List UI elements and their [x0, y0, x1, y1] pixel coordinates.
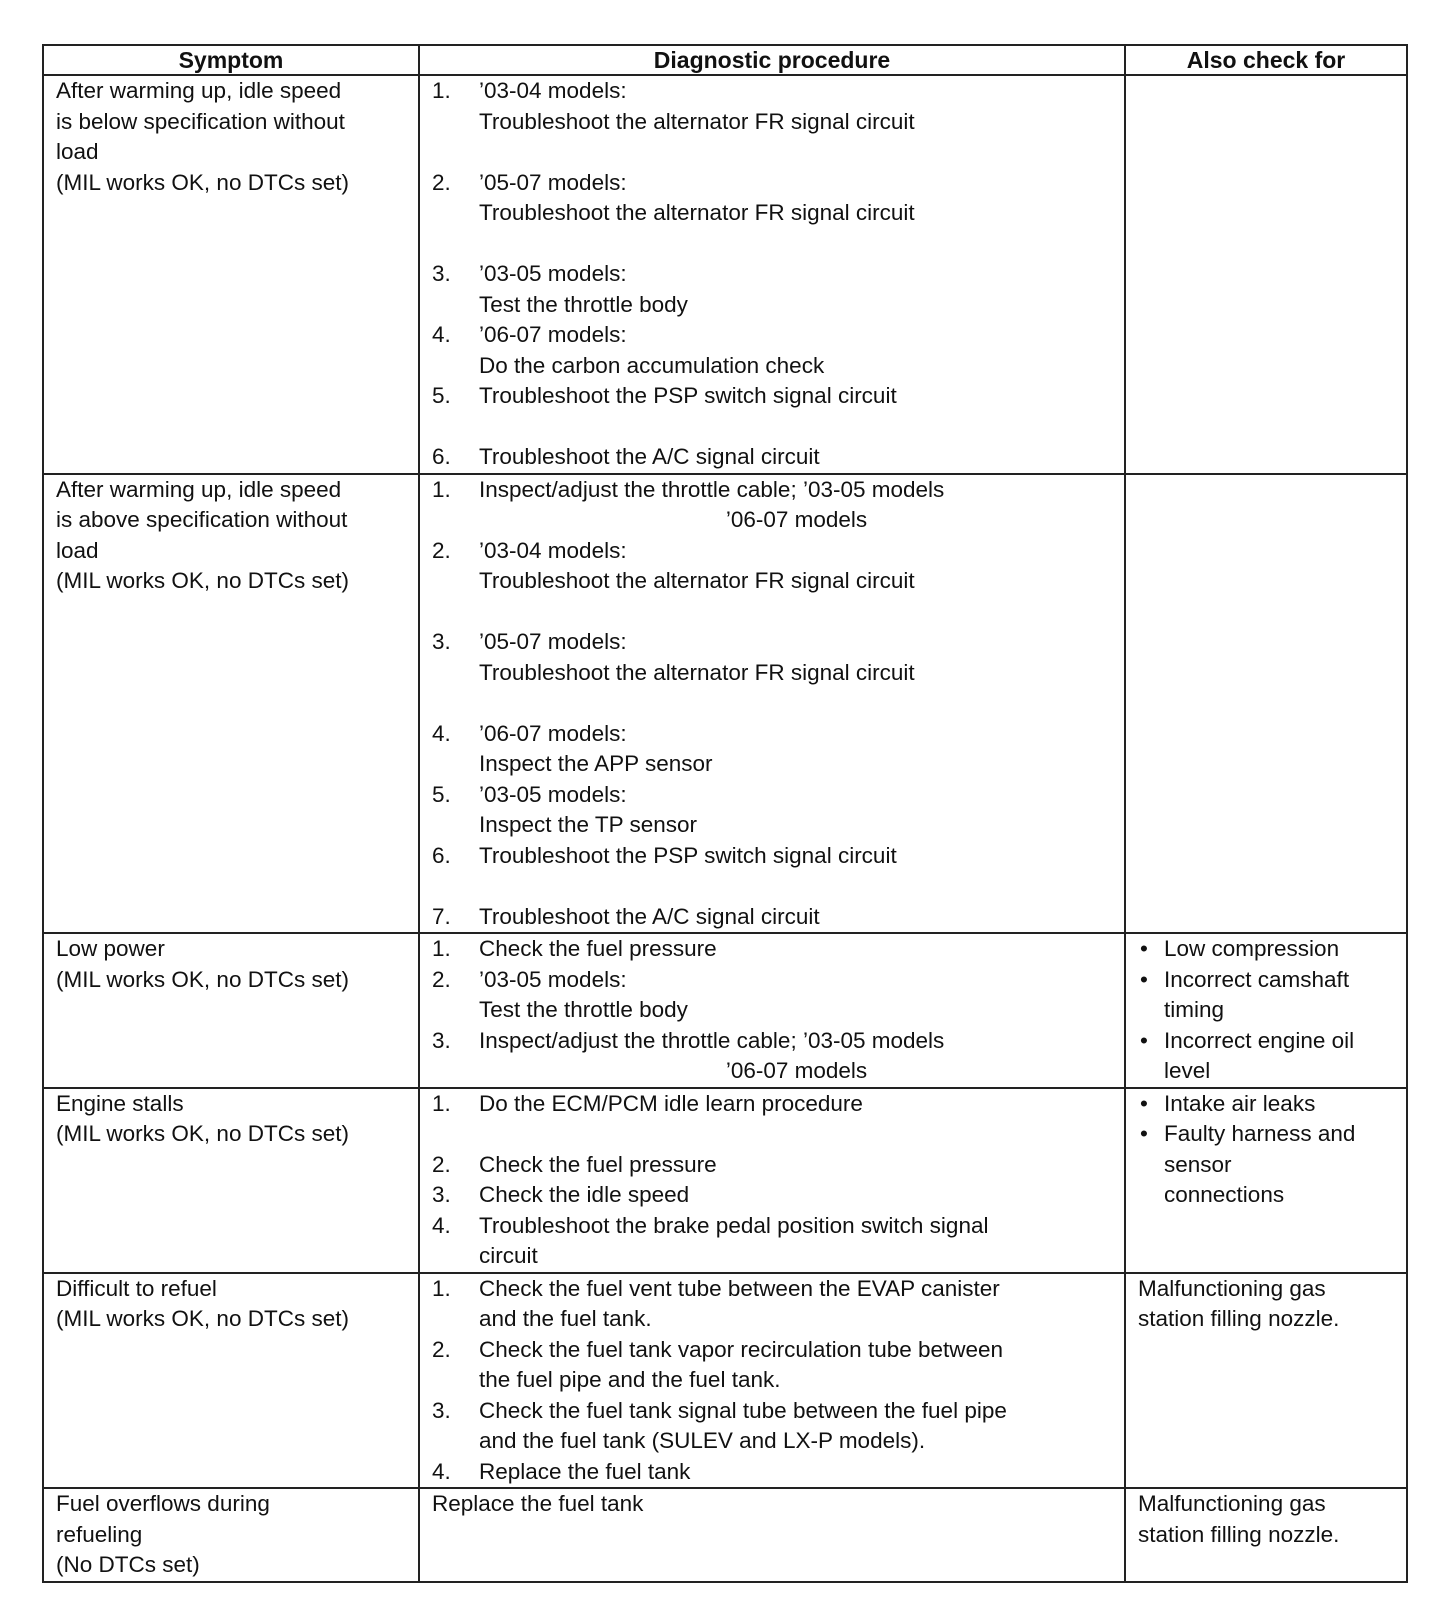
step-line: the fuel pipe and the fuel tank. — [479, 1367, 781, 1392]
step-number: 2. — [432, 1151, 451, 1177]
step-line: Replace the fuel tank — [479, 1458, 691, 1484]
procedure-step — [432, 1150, 1114, 1181]
bullet-icon: • — [1140, 936, 1148, 961]
step-body — [479, 320, 1114, 381]
step-number: 2. — [432, 537, 451, 563]
symptom-line: (No DTCs set) — [56, 1552, 200, 1577]
step-number: 3. — [432, 629, 451, 654]
table-row — [43, 1273, 1407, 1489]
procedure-step — [432, 259, 1114, 320]
step-number: 3. — [432, 1182, 451, 1207]
step-line: Troubleshoot the PSP switch signal circuit — [479, 842, 897, 868]
step-line: Check the fuel vent tube between the EVAP canister — [479, 1275, 1000, 1301]
step-number: 2. — [432, 169, 451, 195]
symptom-line: (MIL works OK, no DTCs set) — [56, 568, 349, 593]
step-line: and the fuel tank (SULEV and LX-P models). — [479, 1428, 926, 1453]
step-line: Troubleshoot the A/C signal circuit — [479, 444, 820, 469]
bullet-line: Incorrect engine oil — [1164, 1027, 1355, 1053]
step-line-centered: ’06-07 models — [725, 507, 868, 532]
step-spacer — [432, 597, 1114, 628]
step-body — [479, 627, 1114, 688]
bullet-item — [1138, 1089, 1396, 1120]
procedure-step — [432, 1180, 1114, 1211]
step-line: Inspect/adjust the throttle cable; ’03-05 models — [479, 476, 945, 502]
step-spacer — [432, 871, 1114, 902]
procedure-cell — [419, 474, 1125, 934]
also-check-cell — [1125, 1273, 1407, 1489]
step-number: 1. — [432, 1090, 451, 1116]
step-line: Troubleshoot the alternator FR signal circuit — [479, 108, 915, 134]
also-line: station filling nozzle. — [1138, 1521, 1340, 1547]
table-row — [43, 1488, 1407, 1582]
step-line: Test the throttle body — [479, 997, 688, 1022]
procedure-step — [432, 1457, 1114, 1488]
header-also-check: Also check for — [1125, 45, 1407, 75]
step-number: 1. — [432, 1275, 451, 1301]
header-row — [43, 45, 1407, 75]
step-line: ’03-05 models: — [479, 781, 627, 807]
procedure-step — [432, 1211, 1114, 1272]
step-line: ’03-05 models: — [479, 261, 627, 286]
bullet-text — [1164, 1026, 1396, 1087]
step-line: and the fuel tank. — [479, 1306, 652, 1331]
step-body — [479, 780, 1114, 841]
procedure-step — [432, 1335, 1114, 1396]
symptom-line: refueling — [56, 1521, 143, 1547]
step-line: Check the idle speed — [479, 1182, 690, 1207]
bullet-item — [1138, 934, 1396, 965]
step-number: 6. — [432, 842, 451, 868]
table-row — [43, 933, 1407, 1088]
symptom-line: Difficult to refuel — [56, 1275, 217, 1301]
bullet-text — [1164, 1089, 1396, 1120]
also-check-cell — [1125, 474, 1407, 934]
bullet-icon: • — [1140, 966, 1148, 992]
step-body — [479, 259, 1114, 320]
bullet-line: Low compression — [1164, 936, 1340, 961]
table-row — [43, 75, 1407, 474]
procedure-step — [432, 719, 1114, 780]
step-spacer — [432, 688, 1114, 719]
symptom-cell — [43, 1488, 419, 1582]
step-line: ’05-07 models: — [479, 629, 627, 654]
bullet-icon: • — [1140, 1121, 1148, 1146]
step-number: 3. — [432, 261, 451, 286]
step-line: Inspect the TP sensor — [479, 812, 698, 837]
bullet-icon: • — [1140, 1090, 1148, 1116]
table-row — [43, 1088, 1407, 1273]
procedure-step — [432, 168, 1114, 229]
step-number: 3. — [432, 1397, 451, 1423]
diagnostic-table — [42, 44, 1408, 1583]
step-line: Inspect/adjust the throttle cable; ’03-05 models — [479, 1027, 945, 1053]
step-line: ’03-04 models: — [479, 78, 627, 103]
symptom-line: Low power — [56, 936, 165, 961]
step-number: 2. — [432, 1336, 451, 1362]
step-line: Inspect the APP sensor — [479, 751, 713, 776]
step-body — [479, 1457, 1114, 1488]
bullet-item — [1138, 1026, 1396, 1087]
step-line: Test the throttle body — [479, 291, 688, 317]
step-body — [479, 934, 1114, 965]
procedure-step — [432, 841, 1114, 872]
also-line: station filling nozzle. — [1138, 1306, 1340, 1331]
also-line: Malfunctioning gas — [1138, 1491, 1326, 1516]
procedure-step — [432, 965, 1114, 1026]
symptom-line: load — [56, 139, 99, 164]
symptom-line: (MIL works OK, no DTCs set) — [56, 1121, 349, 1146]
step-body — [479, 536, 1114, 597]
step-body — [479, 1150, 1114, 1181]
procedure-step — [432, 320, 1114, 381]
procedure-step — [432, 1089, 1114, 1120]
step-line: Troubleshoot the alternator FR signal circuit — [479, 568, 915, 593]
procedure-step — [432, 1396, 1114, 1457]
bullet-line: sensor — [1164, 1151, 1232, 1177]
step-number: 2. — [432, 966, 451, 992]
procedure-step — [432, 76, 1114, 137]
also-check-cell — [1125, 75, 1407, 474]
symptom-line: is above specification without — [56, 507, 348, 532]
bullet-line: connections — [1164, 1182, 1285, 1207]
step-body — [479, 168, 1114, 229]
procedure-step — [432, 1026, 1114, 1087]
step-body — [479, 475, 1114, 536]
step-line: ’06-07 models: — [479, 322, 627, 347]
step-body — [479, 1396, 1114, 1457]
procedure-cell — [419, 933, 1125, 1088]
symptom-line: Engine stalls — [56, 1090, 184, 1116]
procedure-cell — [419, 1088, 1125, 1273]
also-check-cell — [1125, 1088, 1407, 1273]
symptom-cell — [43, 1088, 419, 1273]
bullet-text — [1164, 965, 1396, 1026]
step-spacer — [432, 1119, 1114, 1150]
step-body — [479, 1274, 1114, 1335]
symptom-line: After warming up, idle speed — [56, 78, 342, 103]
procedure-step — [432, 381, 1114, 412]
procedure-step — [432, 902, 1114, 933]
procedure-step — [432, 475, 1114, 536]
symptom-line: Fuel overflows during — [56, 1491, 270, 1516]
step-body — [479, 965, 1114, 1026]
step-line: ’03-05 models: — [479, 966, 627, 992]
step-line: Troubleshoot the alternator FR signal circuit — [479, 659, 915, 685]
step-line: Check the fuel tank signal tube between the fuel pipe — [479, 1397, 1007, 1423]
step-line-centered: ’06-07 models — [725, 1058, 868, 1083]
procedure-step — [432, 934, 1114, 965]
bullet-line: level — [1164, 1058, 1211, 1083]
symptom-line: is below specification without — [56, 108, 345, 134]
procedure-text: Replace the fuel tank — [432, 1491, 644, 1516]
step-line: Check the fuel pressure — [479, 1151, 717, 1177]
bullet-item — [1138, 1119, 1396, 1211]
step-line: ’03-04 models: — [479, 537, 627, 563]
header-procedure: Diagnostic procedure — [419, 45, 1125, 75]
step-line: Troubleshoot the alternator FR signal circuit — [479, 200, 915, 225]
procedure-step — [432, 536, 1114, 597]
procedure-step — [432, 780, 1114, 841]
step-number: 1. — [432, 78, 451, 103]
also-check-cell — [1125, 933, 1407, 1088]
step-line: circuit — [479, 1243, 538, 1268]
step-number: 5. — [432, 383, 451, 408]
also-line: Malfunctioning gas — [1138, 1275, 1326, 1301]
step-line: Do the ECM/PCM idle learn procedure — [479, 1090, 863, 1116]
bullet-icon: • — [1140, 1027, 1148, 1053]
procedure-cell — [419, 1273, 1125, 1489]
step-body — [479, 902, 1114, 933]
symptom-line: After warming up, idle speed — [56, 476, 342, 502]
bullet-item — [1138, 965, 1396, 1026]
step-spacer — [432, 412, 1114, 443]
step-number: 4. — [432, 1212, 451, 1238]
symptom-cell — [43, 75, 419, 474]
symptom-line: (MIL works OK, no DTCs set) — [56, 966, 349, 992]
table-row — [43, 474, 1407, 934]
symptom-cell — [43, 474, 419, 934]
step-number: 4. — [432, 720, 451, 746]
symptom-cell — [43, 1273, 419, 1489]
step-spacer — [432, 137, 1114, 168]
step-number: 5. — [432, 781, 451, 807]
step-number: 1. — [432, 476, 451, 502]
header-symptom: Symptom — [43, 45, 419, 75]
procedure-cell — [419, 1488, 1125, 1582]
step-number: 3. — [432, 1027, 451, 1053]
step-number: 4. — [432, 1458, 451, 1484]
step-spacer — [432, 229, 1114, 260]
step-line: ’05-07 models: — [479, 169, 627, 195]
step-body — [479, 1180, 1114, 1211]
also-check-cell — [1125, 1488, 1407, 1582]
step-line: Troubleshoot the A/C signal circuit — [479, 903, 820, 929]
symptom-cell — [43, 933, 419, 1088]
step-body — [479, 76, 1114, 137]
symptom-line: (MIL works OK, no DTCs set) — [56, 1306, 349, 1331]
step-line: Check the fuel tank vapor recirculation tube between — [479, 1336, 1004, 1362]
step-body — [479, 1335, 1114, 1396]
step-body — [479, 442, 1114, 473]
step-line: Check the fuel pressure — [479, 936, 717, 961]
symptom-line: (MIL works OK, no DTCs set) — [56, 169, 349, 195]
step-body — [479, 1026, 1114, 1087]
bullet-text — [1164, 934, 1396, 965]
step-line: Troubleshoot the brake pedal position switch signal — [479, 1212, 989, 1238]
step-number: 7. — [432, 903, 451, 929]
step-body — [479, 381, 1114, 412]
symptom-line: load — [56, 537, 99, 563]
step-body — [479, 841, 1114, 872]
step-line: ’06-07 models: — [479, 720, 627, 746]
step-body — [479, 1089, 1114, 1120]
bullet-line: timing — [1164, 997, 1225, 1022]
step-line: Troubleshoot the PSP switch signal circuit — [479, 383, 897, 408]
step-number: 1. — [432, 936, 451, 961]
step-body — [479, 1211, 1114, 1272]
step-line: Do the carbon accumulation check — [479, 352, 825, 378]
step-number: 6. — [432, 444, 451, 469]
bullet-line: Intake air leaks — [1164, 1090, 1316, 1116]
procedure-step — [432, 1274, 1114, 1335]
bullet-line: Faulty harness and — [1164, 1121, 1356, 1146]
procedure-cell — [419, 75, 1125, 474]
procedure-step — [432, 627, 1114, 688]
procedure-step — [432, 442, 1114, 473]
bullet-line: Incorrect camshaft — [1164, 966, 1350, 992]
step-number: 4. — [432, 322, 451, 347]
bullet-text — [1164, 1119, 1396, 1211]
step-body — [479, 719, 1114, 780]
